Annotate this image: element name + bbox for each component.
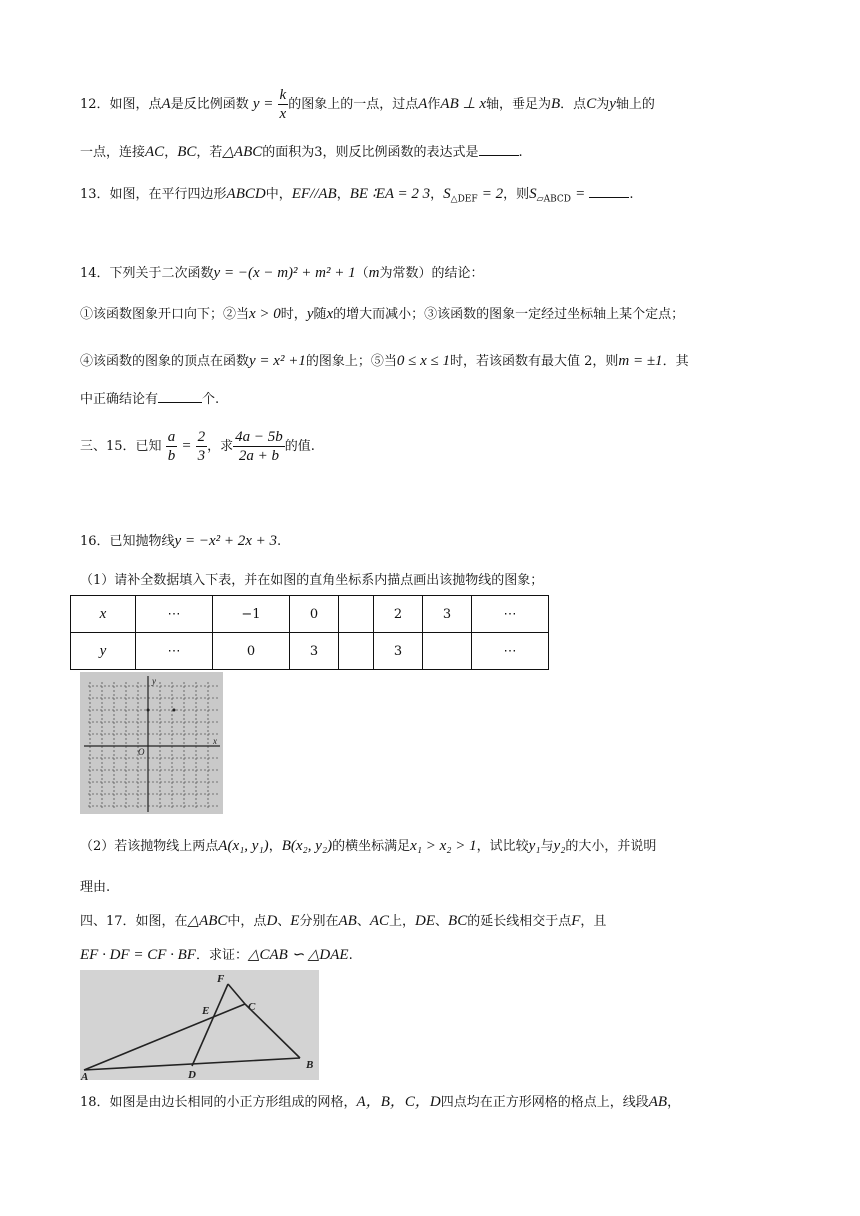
q14-line1: 14．下列关于二次函数y = −(x − m)² + m² + 1（m为常数）的结论： (80, 265, 484, 281)
q16-part1: （1）请补全数据填入下表，并在如图的直角坐标系内描点画出该抛物线的图象； (80, 573, 544, 588)
q17-line1: 四、17．如图，在△ABC中，点D、E分别在AB、AC上，DE、BC的延长线相交于点F，且 (80, 913, 607, 929)
q13-answer-blank[interactable] (589, 197, 629, 198)
triangle-figure (80, 970, 319, 1080)
table-blank-cell[interactable] (423, 633, 472, 670)
fig-label-B: B (306, 1059, 314, 1071)
fig-label-D: D (188, 1069, 196, 1080)
graph-y-label: y (152, 676, 156, 686)
q17-line2: EF · DF = CF · BF．求证：△CAB ∽ △DAE. (80, 947, 353, 963)
fig-label-F: F (217, 973, 225, 985)
q14-answer-blank[interactable] (158, 402, 202, 403)
triangle-figure-svg (80, 970, 319, 1080)
q16-title: 16．已知抛物线y = −x² + 2x + 3. (80, 533, 282, 549)
fig-label-A: A (81, 1071, 89, 1080)
q12-fraction: $\frac{k}{x}$ (279, 87, 287, 122)
q18-line: 18．如图是由边长相同的小正方形组成的网格，A，B，C，D四点均在正方形网格的格点上，线段AB， (80, 1094, 681, 1110)
q16-part2-line2: 理由. (80, 880, 111, 895)
q14-line3: ④该函数的图象的顶点在函数y = x² +1的图象上；⑤当0 ≤ x ≤ 1时，若该函数有最大值 2，则m = ±1．其 (80, 353, 689, 369)
q14-line2: ①该函数图象开口向下；②当x > 0时，y随x的增大而减小；③该函数的图象一定经过坐标轴上某个定点； (80, 306, 685, 322)
graph-origin-label: O (138, 747, 145, 757)
fig-label-E: E (202, 1005, 210, 1017)
table-blank-cell[interactable] (339, 596, 374, 633)
q16-table: x ⋯ −1 0 2 3 ⋯ y ⋯ 0 3 3 ⋯ (70, 595, 549, 670)
graph-x-label: x (213, 736, 217, 746)
coordinate-grid-svg (80, 672, 223, 814)
q12-line1: 12．如图，点A是反比例函数 y = $\frac{k}{x}$ 的图象上的一点，过点A作AB ⊥ x轴，垂足为B．点C为y轴上的 (80, 87, 655, 122)
table-blank-cell[interactable] (339, 633, 374, 670)
q16-part2-line1: （2）若该抛物线上两点A(x₁, y₁)，B(x₂, y₂)的横坐标满足x₁ > x₂ > 1，试比较y₁与y₂的大小，并说明 (80, 838, 657, 854)
q12-answer-blank[interactable] (479, 155, 519, 156)
fig-label-C: C (248, 1001, 256, 1013)
q15-line: 三、15．已知 $\frac{a}{b}$ = $\frac{2}{3}$ ，求 $\frac{4a - 5b}{2a + b}$ 的值. (80, 429, 315, 464)
q13-line: 13．如图，在平行四边形ABCD中，EF//AB，BE ∶EA = 2 3，$S_{\triangle DEF} = 2$，则$S_{▱ABCD}$ = . (80, 186, 634, 205)
coordinate-grid-figure (80, 672, 223, 814)
q12-line2: 一点，连接AC，BC，若△ABC的面积为3，则反比例函数的表达式是 . (80, 144, 523, 160)
q14-line4: 中正确结论有 个. (80, 392, 220, 407)
